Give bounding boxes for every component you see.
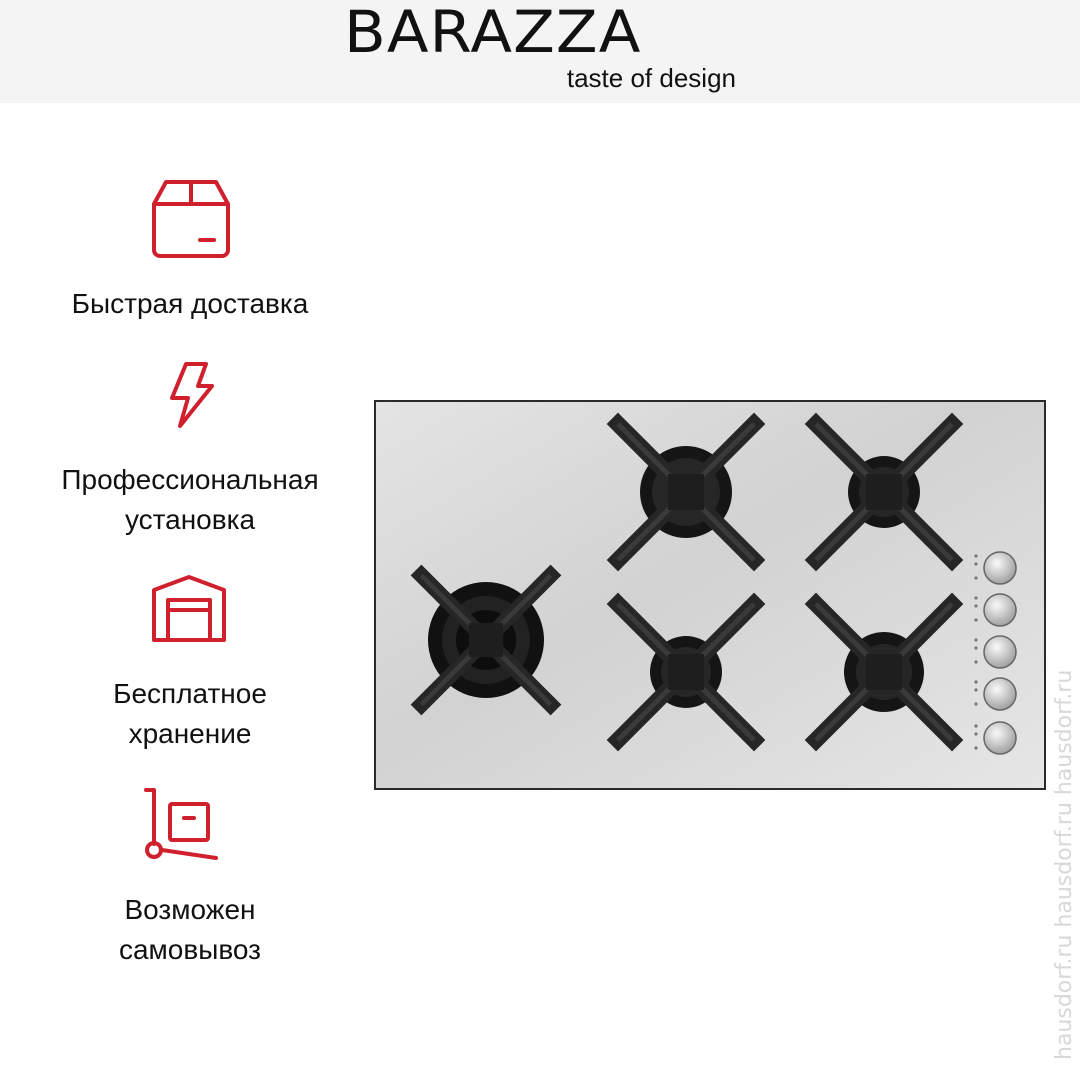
feature-label: Бесплатное [113,678,267,709]
feature-label: Профессиональная [61,464,319,495]
feature-label: самовывоз [118,934,262,965]
watermark [1052,230,1080,1070]
feature-label: установка [124,504,256,535]
feature-installation [20,460,360,540]
brand-logo: BARAZZA [344,0,642,66]
lightning-icon [164,360,218,430]
brand-tagline: taste of design [566,63,736,93]
gas-hob-image [374,400,1046,790]
warehouse-icon [150,574,228,644]
watermark-text: hausdorf.ru hausdorf.ru hausdorf.ru [1052,669,1077,1060]
feature-label: хранение [128,718,252,749]
hand-truck-icon [140,786,222,866]
feature-fast-delivery [20,284,360,324]
feature-label: Возможен [124,894,256,925]
box-icon [150,178,232,260]
feature-storage [20,674,360,754]
feature-label: Быстрая доставка [71,288,309,319]
feature-pickup [20,890,360,970]
burner-wok [421,575,550,704]
header-banner [0,0,1080,103]
